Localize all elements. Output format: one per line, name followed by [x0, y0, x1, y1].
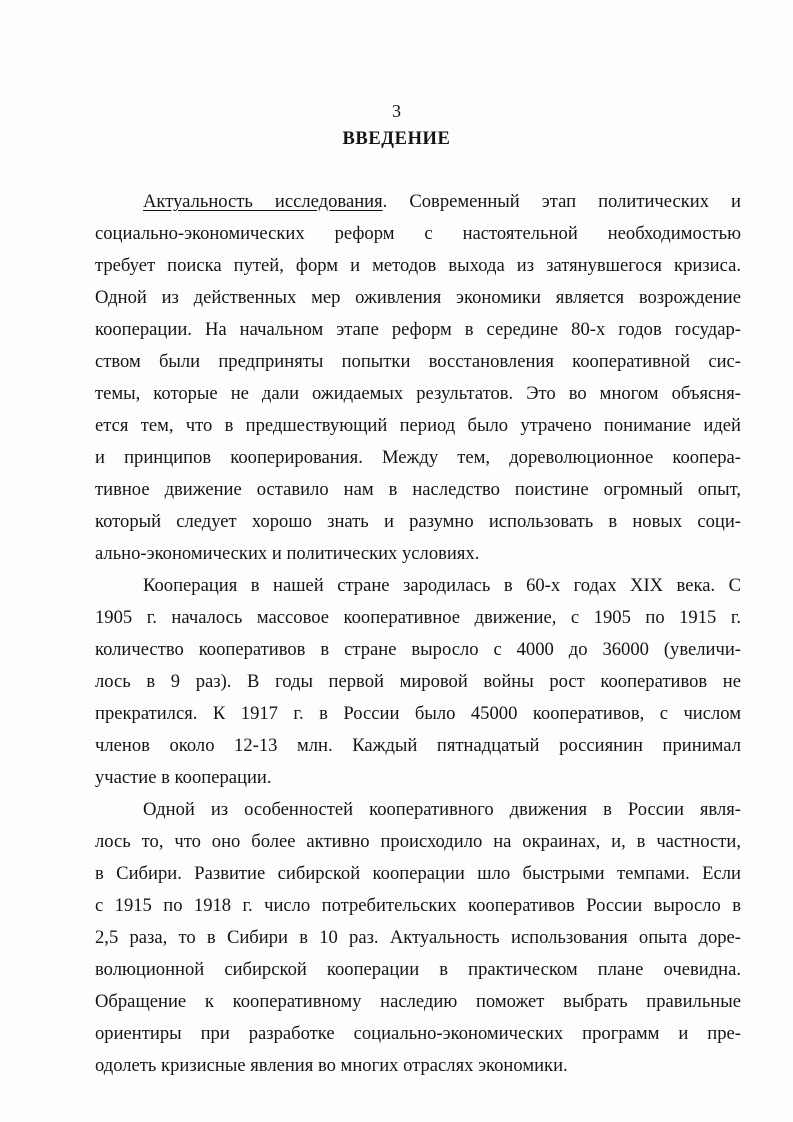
paragraph-3-line-7: Обращение к кооперативному наследию поможет выбрать правильные: [95, 991, 741, 1012]
paragraph-1-line-2: социально-экономических реформ с настоятельной необходимостью: [95, 223, 741, 244]
paragraph-1-line-8: ется тем, что в предшествующий период было утрачено понимание идей: [95, 415, 741, 436]
paragraph-1-line-3: требует поиска путей, форм и методов выхода из затянувшегося кризиса.: [95, 255, 741, 276]
paragraph-3-line-9: одолеть кризисные явления во многих отраслях экономики.: [95, 1055, 568, 1076]
paragraph-3-line-4: с 1915 по 1918 г. число потребительских кооперативов России выросло в: [95, 895, 741, 916]
page-title: ВВЕДЕНИЕ: [342, 129, 451, 149]
paragraph-3-line-6: волюционной сибирской кооперации в практическом плане очевидна.: [95, 959, 741, 980]
paragraph-1-line-11: который следует хорошо знать и разумно использовать в новых соци-: [95, 511, 741, 532]
paragraph-2-line-7: участие в кооперации.: [95, 767, 272, 788]
paragraph-1-line-10: тивное движение оставило нам в наследство поистине огромный опыт,: [95, 479, 741, 500]
paragraph-1-line-4: Одной из действенных мер оживления экономики является возрождение: [95, 287, 741, 308]
paragraph-2-line-3: количество кооперативов в стране выросло с 4000 до 36000 (увеличи-: [95, 639, 741, 660]
paragraph-2-line-2: 1905 г. началось массовое кооперативное движение, с 1905 по 1915 г.: [95, 607, 741, 628]
paragraph-2-line-5: прекратился. К 1917 г. в России было 45000 кооперативов, с числом: [95, 703, 741, 724]
paragraph-1-line-12: ально-экономических и политических условиях.: [95, 543, 480, 564]
paragraph-1-line-7: темы, которые не дали ожидаемых результатов. Это во многом объясня-: [95, 383, 741, 404]
paragraph-1-line-1: Актуальность исследования. Современный этап политических и: [143, 191, 741, 212]
relevance-heading: Актуальность исследования: [143, 191, 383, 212]
paragraph-3-line-3: в Сибири. Развитие сибирской кооперации шло быстрыми темпами. Если: [95, 863, 741, 884]
paragraph-1-line-6: ством были предприняты попытки восстановления кооперативной сис-: [95, 351, 741, 372]
paragraph-3-line-2: лось то, что оно более активно происходило на окраинах, и, в частности,: [95, 831, 741, 852]
paragraph-2-line-6: членов около 12-13 млн. Каждый пятнадцатый россиянин принимал: [95, 735, 741, 756]
paragraph-1-line-9: и принципов кооперирования. Между тем, дореволюционное коопера-: [95, 447, 741, 468]
page-number: 3: [392, 101, 401, 121]
paragraph-3-line-1: Одной из особенностей кооперативного движения в России явля-: [143, 799, 741, 820]
paragraph-3-line-5: 2,5 раза, то в Сибири в 10 раз. Актуальность использования опыта доре-: [95, 927, 741, 948]
paragraph-3-line-8: ориентиры при разработке социально-экономических программ и пре-: [95, 1023, 741, 1044]
paragraph-2-line-4: лось в 9 раз). В годы первой мировой войны рост кооперативов не: [95, 671, 741, 692]
paragraph-2-line-1: Кооперация в нашей стране зародилась в 60-х годах XIX века. С: [143, 575, 741, 596]
paragraph-1-line-5: кооперации. На начальном этапе реформ в середине 80-х годов государ-: [95, 319, 741, 340]
